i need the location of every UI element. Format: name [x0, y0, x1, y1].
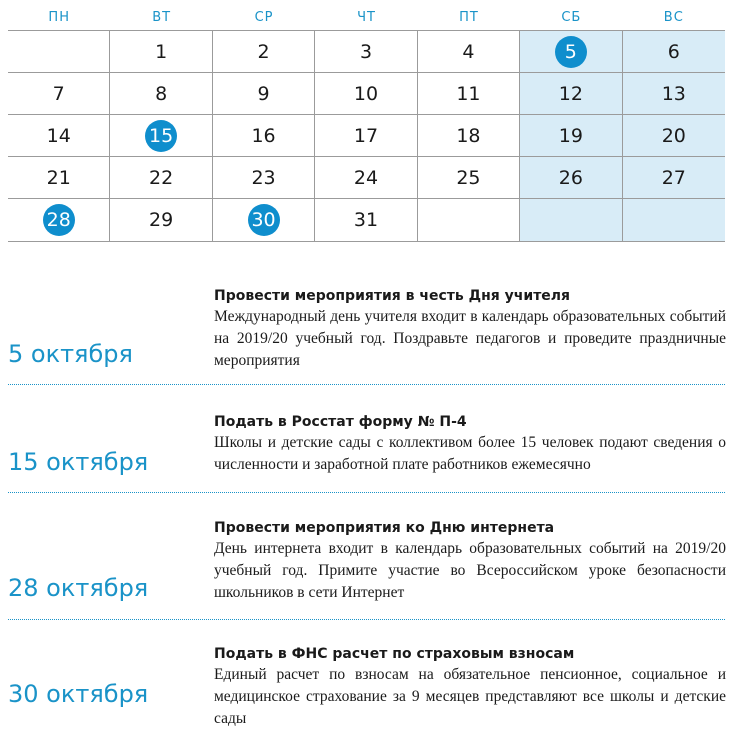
- event-title: Подать в ФНС расчет по страховым взносам: [214, 646, 575, 662]
- calendar-day-16: [213, 115, 315, 157]
- calendar-day-23: [213, 157, 315, 199]
- weekday-sat: СБ: [561, 10, 582, 25]
- event-title: Подать в Росстат форму № П-4: [214, 414, 467, 430]
- day-number: 13: [661, 82, 686, 105]
- weekday-thu: ЧТ: [357, 10, 376, 25]
- calendar-day-24: [315, 157, 417, 199]
- calendar-day-21: [8, 157, 110, 199]
- day-number: 28: [43, 204, 75, 236]
- calendar-empty-cell: [520, 199, 622, 241]
- weekday-sun: ВС: [663, 10, 684, 25]
- calendar-empty-cell: [418, 199, 520, 241]
- calendar-day-30: [213, 199, 315, 241]
- day-number: 12: [558, 82, 583, 105]
- event-date: 28 октября: [8, 574, 149, 602]
- event-title: Провести мероприятия в честь Дня учителя: [214, 288, 571, 304]
- calendar-day-8: [110, 73, 212, 115]
- calendar-day-4: [418, 31, 520, 73]
- calendar-day-2: [213, 31, 315, 73]
- calendar-day-14: [8, 115, 110, 157]
- calendar-day-5: [520, 31, 622, 73]
- event-description: День интернета входит в календарь образовательных событий на 2019/20 учебный год. Примите участие во Всероссийском уроке безопасности школьников в сети Интернет: [214, 540, 726, 601]
- calendar-day-3: [315, 31, 417, 73]
- event-description: Единый расчет по взносам на обязательное пенсионное, социальное и медицинское страхование за 9 месяцев представляют все школы и детские сады: [214, 666, 726, 727]
- calendar-day-31: [315, 199, 417, 241]
- calendar-day-18: [418, 115, 520, 157]
- day-number: 4: [462, 40, 475, 63]
- day-number: 16: [251, 124, 276, 147]
- calendar-day-13: [623, 73, 725, 115]
- calendar-day-17: [315, 115, 417, 157]
- day-number: 21: [46, 166, 71, 189]
- event-description: Школы и детские сады с коллективом более 15 человек подают сведения о численности и заработной плате работников ежемесячно: [214, 434, 726, 473]
- day-number: 7: [52, 82, 65, 105]
- day-number: 6: [667, 40, 680, 63]
- day-number: 3: [359, 40, 373, 63]
- calendar-day-11: [418, 73, 520, 115]
- calendar-day-26: [520, 157, 622, 199]
- day-number: 25: [456, 166, 481, 189]
- weekday-wed: СР: [254, 10, 274, 25]
- weekday-tue: ВТ: [152, 10, 172, 25]
- calendar-day-19: [520, 115, 622, 157]
- day-number: 18: [456, 124, 481, 147]
- day-number: 14: [46, 124, 71, 147]
- day-number: 22: [149, 166, 174, 189]
- day-number: 30: [248, 204, 280, 236]
- weekday-mon: ПН: [48, 10, 70, 25]
- calendar-day-15: [110, 115, 212, 157]
- day-number: 11: [456, 82, 481, 105]
- event-separator: [8, 619, 725, 620]
- calendar-day-12: [520, 73, 622, 115]
- day-number: 15: [145, 120, 177, 152]
- event-date: 5 октября: [8, 340, 133, 368]
- calendar-day-28: [8, 199, 110, 241]
- day-number: 8: [155, 82, 168, 105]
- calendar-day-6: [623, 31, 725, 73]
- day-number: 20: [661, 124, 686, 147]
- calendar-day-29: [110, 199, 212, 241]
- calendar-day-7: [8, 73, 110, 115]
- calendar-empty-cell: [623, 199, 725, 241]
- calendar-grid: [8, 30, 725, 242]
- event-title: Провести мероприятия ко Дню интернета: [214, 520, 555, 536]
- day-number: 23: [251, 166, 276, 189]
- day-number: 1: [155, 40, 168, 63]
- event-separator: [8, 384, 725, 385]
- event-date: 15 октября: [8, 448, 149, 476]
- calendar-day-1: [110, 31, 212, 73]
- day-number: 27: [661, 166, 686, 189]
- calendar-day-25: [418, 157, 520, 199]
- day-number: 5: [555, 36, 587, 68]
- day-number: 26: [558, 166, 583, 189]
- day-number: 29: [149, 209, 174, 231]
- calendar-day-9: [213, 73, 315, 115]
- calendar-day-22: [110, 157, 212, 199]
- weekday-header: [8, 10, 725, 25]
- calendar-day-27: [623, 157, 725, 199]
- event-description: Международный день учителя входит в календарь образовательных событий на 2019/20 учебный год. Поздравьте педагогов и проведите праздничные мероприятия: [214, 308, 726, 369]
- day-number: 31: [353, 209, 379, 231]
- day-number: 19: [558, 124, 583, 147]
- day-number: 9: [257, 82, 270, 105]
- calendar-empty-cell: [8, 31, 110, 73]
- calendar-day-10: [315, 73, 417, 115]
- day-number: 2: [257, 40, 270, 63]
- day-number: 17: [353, 124, 379, 147]
- weekday-fri: ПТ: [459, 10, 479, 25]
- event-separator: [8, 492, 725, 493]
- day-number: 10: [353, 82, 379, 105]
- event-date: 30 октября: [8, 680, 149, 708]
- day-number: 24: [353, 166, 379, 189]
- calendar-day-20: [623, 115, 725, 157]
